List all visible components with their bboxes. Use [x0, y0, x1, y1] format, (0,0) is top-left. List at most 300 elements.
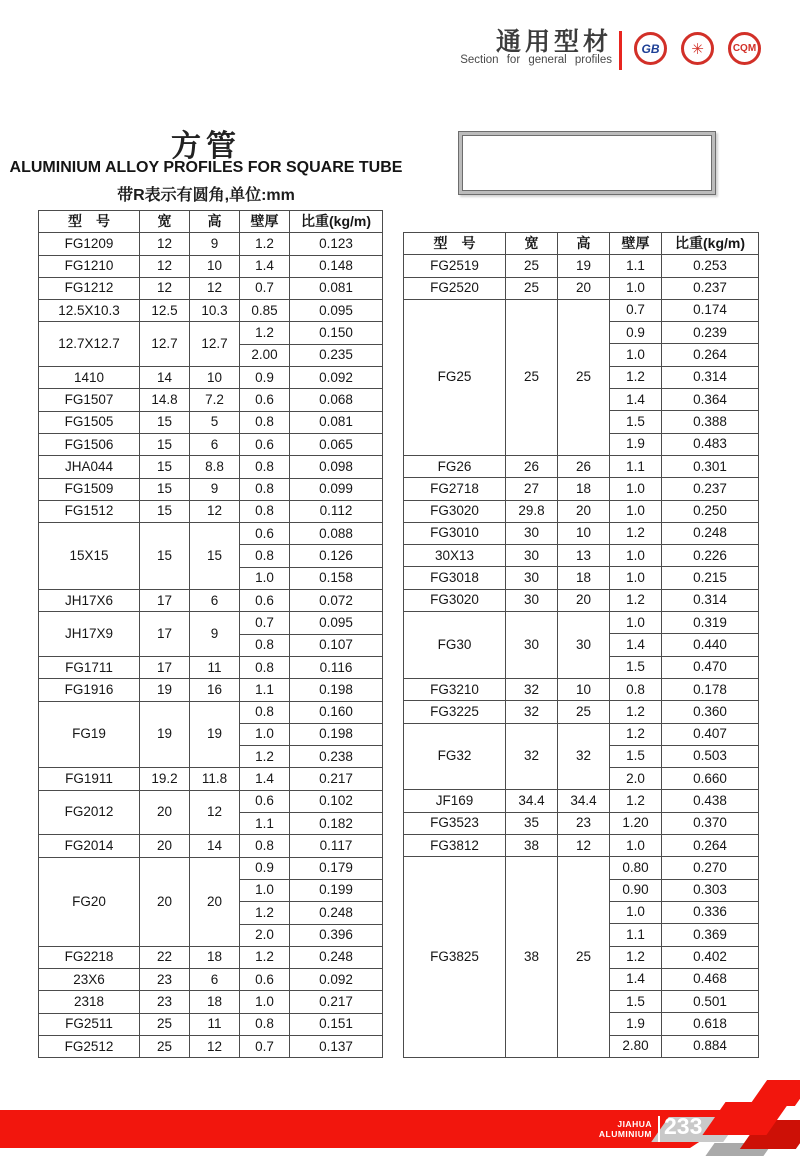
thickness-cell: 1.2 — [610, 701, 662, 723]
thickness-cell: 1.5 — [610, 656, 662, 678]
height-cell: 11.8 — [190, 768, 240, 790]
weight-cell: 0.248 — [290, 902, 383, 924]
model-cell: FG1509 — [39, 478, 140, 500]
model-cell: FG3225 — [404, 701, 506, 723]
width-cell: 25 — [140, 1013, 190, 1035]
weight-cell: 0.336 — [662, 901, 759, 923]
thickness-cell: 0.8 — [240, 411, 290, 433]
weight-cell: 0.088 — [290, 523, 383, 545]
column-header: 型 号 — [404, 233, 506, 255]
thickness-cell: 1.5 — [610, 991, 662, 1013]
height-cell: 12 — [190, 277, 240, 299]
table-row — [404, 478, 759, 500]
model-cell: FG3018 — [404, 567, 506, 589]
weight-cell: 0.150 — [290, 322, 383, 344]
height-cell: 6 — [190, 433, 240, 455]
table-row — [404, 299, 759, 321]
table-row — [404, 812, 759, 834]
model-cell: FG1911 — [39, 768, 140, 790]
height-cell: 6 — [190, 969, 240, 991]
thickness-cell: 1.1 — [610, 924, 662, 946]
page-number: 233 — [664, 1113, 703, 1139]
model-cell: 30X13 — [404, 545, 506, 567]
footer-brand-divider — [658, 1116, 660, 1142]
table-row — [39, 456, 383, 478]
table-row — [404, 589, 759, 611]
weight-cell: 0.092 — [290, 969, 383, 991]
unit-note: 带R表示有圆角,单位:mm — [117, 187, 295, 204]
width-cell: 19 — [140, 679, 190, 701]
weight-cell: 0.098 — [290, 456, 383, 478]
model-cell: 12.7X12.7 — [39, 322, 140, 367]
thickness-cell: 0.8 — [240, 456, 290, 478]
weight-cell: 0.123 — [290, 233, 383, 255]
model-cell: FG3010 — [404, 522, 506, 544]
thickness-cell: 1.2 — [610, 366, 662, 388]
width-cell: 30 — [506, 589, 558, 611]
width-cell: 15 — [140, 433, 190, 455]
model-cell: FG1507 — [39, 389, 140, 411]
model-cell: FG1505 — [39, 411, 140, 433]
thickness-cell: 1.0 — [610, 567, 662, 589]
column-header: 宽 — [506, 233, 558, 255]
thickness-cell: 0.8 — [240, 545, 290, 567]
model-cell: 15X15 — [39, 523, 140, 590]
height-cell: 6 — [190, 590, 240, 612]
weight-cell: 0.396 — [290, 924, 383, 946]
table-row — [39, 322, 383, 344]
weight-cell: 0.179 — [290, 857, 383, 879]
model-cell: FG25 — [404, 299, 506, 455]
weight-cell: 0.301 — [662, 455, 759, 477]
column-header: 高 — [190, 211, 240, 233]
table-row — [404, 545, 759, 567]
page-title-en: ALUMINIUM ALLOY PROFILES FOR SQUARE TUBE — [9, 159, 403, 176]
weight-cell: 0.226 — [662, 545, 759, 567]
weight-cell: 0.081 — [290, 411, 383, 433]
certification-logos — [634, 32, 761, 65]
profiles-table-left — [38, 210, 383, 1058]
thickness-cell: 1.4 — [610, 634, 662, 656]
width-cell: 20 — [140, 857, 190, 946]
table-row — [39, 523, 383, 545]
width-cell: 38 — [506, 857, 558, 1058]
weight-cell: 0.199 — [290, 879, 383, 901]
height-cell: 12 — [190, 500, 240, 522]
thickness-cell: 0.7 — [240, 1035, 290, 1057]
table-row — [39, 790, 383, 812]
width-cell: 38 — [506, 835, 558, 857]
thickness-cell: 0.6 — [240, 790, 290, 812]
model-cell: FG1711 — [39, 656, 140, 678]
width-cell: 23 — [140, 969, 190, 991]
model-cell: FG2511 — [39, 1013, 140, 1035]
weight-cell: 0.303 — [662, 879, 759, 901]
table-header — [39, 211, 383, 233]
width-cell: 12 — [140, 233, 190, 255]
weight-cell: 0.237 — [662, 277, 759, 299]
thickness-cell: 0.8 — [240, 701, 290, 723]
thickness-cell: 2.00 — [240, 344, 290, 366]
weight-cell: 0.095 — [290, 612, 383, 634]
height-cell: 12 — [190, 790, 240, 835]
width-cell: 19 — [140, 701, 190, 768]
height-cell: 23 — [558, 812, 610, 834]
page-title-zh: 方管 — [171, 130, 241, 163]
column-header: 型 号 — [39, 211, 140, 233]
width-cell: 25 — [506, 277, 558, 299]
height-cell: 12 — [558, 835, 610, 857]
thickness-cell: 0.9 — [240, 857, 290, 879]
width-cell: 14.8 — [140, 389, 190, 411]
weight-cell: 0.068 — [290, 389, 383, 411]
height-cell: 10.3 — [190, 300, 240, 322]
thickness-cell: 1.2 — [610, 946, 662, 968]
table-row — [404, 701, 759, 723]
height-cell: 9 — [190, 612, 240, 657]
column-header: 壁厚 — [240, 211, 290, 233]
thickness-cell: 1.0 — [610, 835, 662, 857]
model-cell: FG3523 — [404, 812, 506, 834]
thickness-cell: 1.2 — [240, 946, 290, 968]
thickness-cell: 1.0 — [610, 478, 662, 500]
weight-cell: 0.217 — [290, 768, 383, 790]
height-cell: 9 — [190, 478, 240, 500]
thickness-cell: 1.0 — [240, 991, 290, 1013]
table-row — [39, 1013, 383, 1035]
height-cell: 12 — [190, 1035, 240, 1057]
table-row — [39, 590, 383, 612]
weight-cell: 0.270 — [662, 857, 759, 879]
weight-cell: 0.660 — [662, 768, 759, 790]
width-cell: 35 — [506, 812, 558, 834]
height-cell: 25 — [558, 299, 610, 455]
thickness-cell: 1.1 — [610, 455, 662, 477]
weight-cell: 0.116 — [290, 656, 383, 678]
height-cell: 8.8 — [190, 456, 240, 478]
table-row — [404, 612, 759, 634]
thickness-cell: 0.8 — [240, 656, 290, 678]
width-cell: 12 — [140, 255, 190, 277]
model-cell: FG2519 — [404, 255, 506, 277]
weight-cell: 0.182 — [290, 813, 383, 835]
column-header: 比重(kg/m) — [662, 233, 759, 255]
weight-cell: 0.198 — [290, 679, 383, 701]
height-cell: 15 — [190, 523, 240, 590]
width-cell: 30 — [506, 612, 558, 679]
thickness-cell: 0.6 — [240, 433, 290, 455]
model-cell: JF169 — [404, 790, 506, 812]
weight-cell: 0.319 — [662, 612, 759, 634]
height-cell: 9 — [190, 233, 240, 255]
model-cell: FG1212 — [39, 277, 140, 299]
height-cell: 30 — [558, 612, 610, 679]
thickness-cell: 1.1 — [610, 255, 662, 277]
weight-cell: 0.884 — [662, 1035, 759, 1057]
table-row — [39, 233, 383, 255]
thickness-cell: 0.85 — [240, 300, 290, 322]
model-cell: FG1506 — [39, 433, 140, 455]
weight-cell: 0.369 — [662, 924, 759, 946]
thickness-cell: 0.8 — [240, 478, 290, 500]
width-cell: 14 — [140, 367, 190, 389]
height-cell: 10 — [190, 255, 240, 277]
model-cell: FG1916 — [39, 679, 140, 701]
height-cell: 11 — [190, 1013, 240, 1035]
thickness-cell: 0.6 — [240, 590, 290, 612]
table-row — [39, 656, 383, 678]
thickness-cell: 1.0 — [610, 901, 662, 923]
thickness-cell: 1.4 — [610, 968, 662, 990]
table-row — [39, 277, 383, 299]
section-title: 通用型材 — [495, 28, 612, 56]
thickness-cell: 1.0 — [240, 879, 290, 901]
table-row — [404, 277, 759, 299]
table-row — [39, 612, 383, 634]
weight-cell: 0.364 — [662, 389, 759, 411]
height-cell: 14 — [190, 835, 240, 857]
thickness-cell: 1.1 — [240, 679, 290, 701]
seal-certification-icon: ✳ — [681, 32, 714, 65]
table-body — [39, 233, 383, 1058]
weight-cell: 0.137 — [290, 1035, 383, 1057]
table-row — [404, 835, 759, 857]
model-cell: FG2014 — [39, 835, 140, 857]
height-cell: 10 — [558, 522, 610, 544]
width-cell: 34.4 — [506, 790, 558, 812]
weight-cell: 0.264 — [662, 835, 759, 857]
table-row — [404, 522, 759, 544]
weight-cell: 0.402 — [662, 946, 759, 968]
width-cell: 25 — [506, 255, 558, 277]
thickness-cell: 0.6 — [240, 523, 290, 545]
thickness-cell: 1.2 — [610, 790, 662, 812]
width-cell: 26 — [506, 455, 558, 477]
model-cell: FG2520 — [404, 277, 506, 299]
thickness-cell: 2.0 — [240, 924, 290, 946]
model-cell: FG26 — [404, 455, 506, 477]
section-subtitle: Section for general profiles — [460, 54, 612, 66]
height-cell: 16 — [190, 679, 240, 701]
table-row — [404, 255, 759, 277]
height-cell: 20 — [558, 277, 610, 299]
model-cell: 12.5X10.3 — [39, 300, 140, 322]
model-cell: FG32 — [404, 723, 506, 790]
table-row — [39, 500, 383, 522]
width-cell: 23 — [140, 991, 190, 1013]
footer-brand-line1: JIAHUA — [617, 1119, 652, 1129]
model-cell: FG2012 — [39, 790, 140, 835]
weight-cell: 0.148 — [290, 255, 383, 277]
table-row — [404, 678, 759, 700]
height-cell: 25 — [558, 857, 610, 1058]
weight-cell: 0.314 — [662, 366, 759, 388]
weight-cell: 0.158 — [290, 567, 383, 589]
height-cell: 12.7 — [190, 322, 240, 367]
weight-cell: 0.248 — [662, 522, 759, 544]
table-row — [39, 389, 383, 411]
width-cell: 32 — [506, 701, 558, 723]
weight-cell: 0.072 — [290, 590, 383, 612]
weight-cell: 0.237 — [662, 478, 759, 500]
column-header: 宽 — [140, 211, 190, 233]
width-cell: 15 — [140, 478, 190, 500]
weight-cell: 0.239 — [662, 322, 759, 344]
width-cell: 17 — [140, 590, 190, 612]
height-cell: 18 — [558, 567, 610, 589]
table-row — [39, 857, 383, 879]
thickness-cell: 1.2 — [610, 522, 662, 544]
thickness-cell: 1.0 — [610, 277, 662, 299]
footer-brand — [580, 1119, 652, 1139]
width-cell: 32 — [506, 678, 558, 700]
table-body — [404, 255, 759, 1058]
model-cell: FG3020 — [404, 589, 506, 611]
model-cell: FG1512 — [39, 500, 140, 522]
thickness-cell: 1.4 — [610, 389, 662, 411]
thickness-cell: 0.6 — [240, 389, 290, 411]
width-cell: 25 — [506, 299, 558, 455]
thickness-cell: 1.2 — [610, 589, 662, 611]
height-cell: 20 — [558, 589, 610, 611]
weight-cell: 0.198 — [290, 723, 383, 745]
model-cell: FG20 — [39, 857, 140, 946]
thickness-cell: 0.9 — [240, 367, 290, 389]
weight-cell: 0.215 — [662, 567, 759, 589]
weight-cell: 0.370 — [662, 812, 759, 834]
model-cell: FG3825 — [404, 857, 506, 1058]
weight-cell: 0.238 — [290, 746, 383, 768]
thickness-cell: 0.7 — [610, 299, 662, 321]
model-cell: 23X6 — [39, 969, 140, 991]
table-row — [39, 946, 383, 968]
weight-cell: 0.217 — [290, 991, 383, 1013]
weight-cell: 0.360 — [662, 701, 759, 723]
weight-cell: 0.102 — [290, 790, 383, 812]
width-cell: 25 — [140, 1035, 190, 1057]
model-cell: 2318 — [39, 991, 140, 1013]
thickness-cell: 1.5 — [610, 411, 662, 433]
weight-cell: 0.483 — [662, 433, 759, 455]
weight-cell: 0.174 — [662, 299, 759, 321]
thickness-cell: 1.2 — [240, 902, 290, 924]
table-header — [404, 233, 759, 255]
thickness-cell: 1.1 — [240, 813, 290, 835]
weight-cell: 0.117 — [290, 835, 383, 857]
weight-cell: 0.618 — [662, 1013, 759, 1035]
height-cell: 34.4 — [558, 790, 610, 812]
table-row — [39, 835, 383, 857]
thickness-cell: 0.8 — [610, 678, 662, 700]
width-cell: 12.5 — [140, 300, 190, 322]
thickness-cell: 1.5 — [610, 745, 662, 767]
width-cell: 17 — [140, 656, 190, 678]
thickness-cell: 0.7 — [240, 277, 290, 299]
thickness-cell: 0.8 — [240, 500, 290, 522]
model-cell: FG19 — [39, 701, 140, 768]
width-cell: 30 — [506, 545, 558, 567]
height-cell: 13 — [558, 545, 610, 567]
width-cell: 17 — [140, 612, 190, 657]
table-row — [39, 679, 383, 701]
weight-cell: 0.503 — [662, 745, 759, 767]
weight-cell: 0.095 — [290, 300, 383, 322]
width-cell: 27 — [506, 478, 558, 500]
width-cell: 30 — [506, 522, 558, 544]
model-cell: JH17X6 — [39, 590, 140, 612]
square-tube-diagram — [458, 131, 716, 195]
weight-cell: 0.126 — [290, 545, 383, 567]
thickness-cell: 1.0 — [610, 545, 662, 567]
table-row — [39, 411, 383, 433]
height-cell: 25 — [558, 701, 610, 723]
weight-cell: 0.253 — [662, 255, 759, 277]
width-cell: 20 — [140, 835, 190, 857]
thickness-cell: 1.9 — [610, 1013, 662, 1035]
thickness-cell: 0.8 — [240, 634, 290, 656]
weight-cell: 0.092 — [290, 367, 383, 389]
width-cell: 15 — [140, 500, 190, 522]
thickness-cell: 1.4 — [240, 255, 290, 277]
weight-cell: 0.438 — [662, 790, 759, 812]
height-cell: 20 — [190, 857, 240, 946]
weight-cell: 0.250 — [662, 500, 759, 522]
weight-cell: 0.388 — [662, 411, 759, 433]
weight-cell: 0.112 — [290, 500, 383, 522]
gb-certification-icon: GB — [634, 32, 667, 65]
weight-cell: 0.468 — [662, 968, 759, 990]
width-cell: 12 — [140, 277, 190, 299]
model-cell: FG2512 — [39, 1035, 140, 1057]
width-cell: 15 — [140, 411, 190, 433]
weight-cell: 0.264 — [662, 344, 759, 366]
height-cell: 10 — [558, 678, 610, 700]
thickness-cell: 1.2 — [240, 233, 290, 255]
thickness-cell: 0.7 — [240, 612, 290, 634]
height-cell: 20 — [558, 500, 610, 522]
weight-cell: 0.178 — [662, 678, 759, 700]
width-cell: 22 — [140, 946, 190, 968]
model-cell: FG3020 — [404, 500, 506, 522]
thickness-cell: 0.90 — [610, 879, 662, 901]
footer-brand-line2: ALUMINIUM — [598, 1129, 652, 1140]
profiles-table-right — [403, 232, 759, 1058]
weight-cell: 0.107 — [290, 634, 383, 656]
height-cell: 32 — [558, 723, 610, 790]
table-header-row — [404, 233, 759, 255]
model-cell: FG1210 — [39, 255, 140, 277]
height-cell: 10 — [190, 367, 240, 389]
table-row — [39, 367, 383, 389]
square-tube-diagram-bore — [462, 135, 712, 191]
width-cell: 20 — [140, 790, 190, 835]
thickness-cell: 1.2 — [240, 746, 290, 768]
model-cell: FG3210 — [404, 678, 506, 700]
height-cell: 7.2 — [190, 389, 240, 411]
cqm-certification-icon: CQM — [728, 32, 761, 65]
thickness-cell: 1.4 — [240, 768, 290, 790]
height-cell: 19 — [190, 701, 240, 768]
weight-cell: 0.151 — [290, 1013, 383, 1035]
table-row — [39, 701, 383, 723]
table-row — [404, 723, 759, 745]
thickness-cell: 1.0 — [240, 723, 290, 745]
table-header-row — [39, 211, 383, 233]
weight-cell: 0.470 — [662, 656, 759, 678]
table-row — [39, 433, 383, 455]
thickness-cell: 1.2 — [240, 322, 290, 344]
thickness-cell: 1.2 — [610, 723, 662, 745]
